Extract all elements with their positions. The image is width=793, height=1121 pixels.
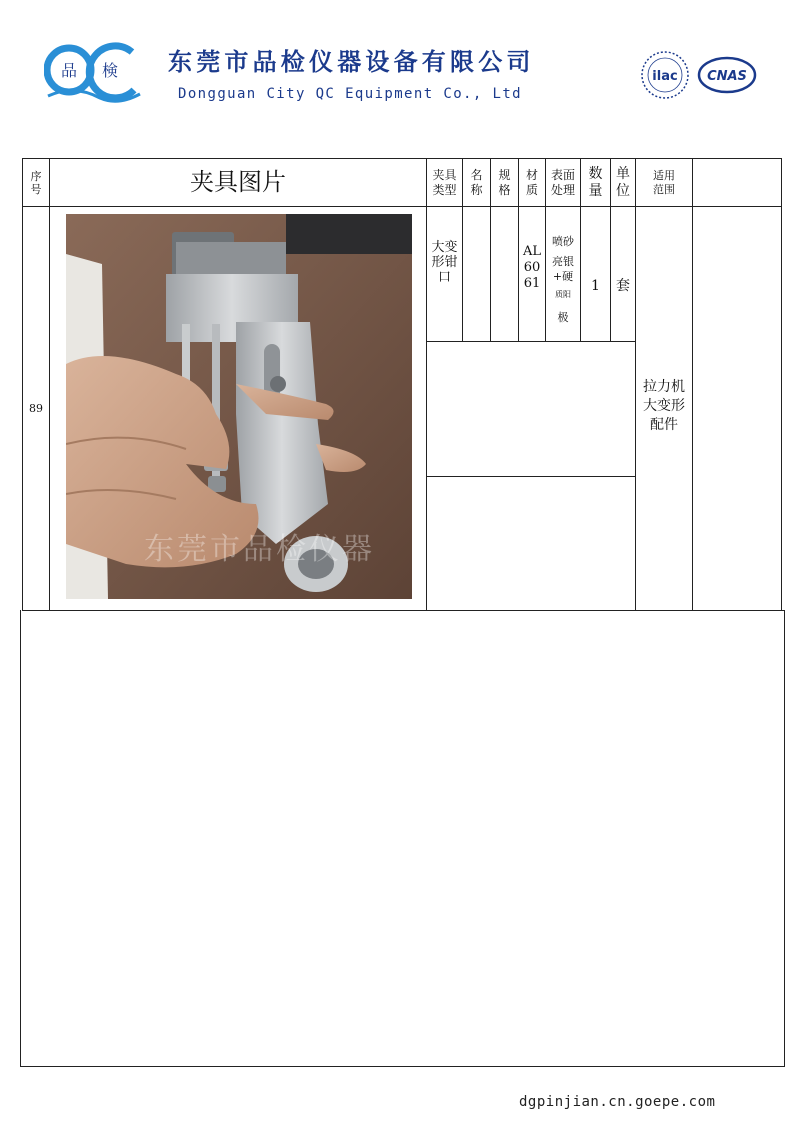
header-unit: 单位 <box>616 165 630 199</box>
row-qty: 1 <box>591 277 600 294</box>
header-seq: 序号 <box>30 169 42 196</box>
header-spec: 规格 <box>498 167 511 197</box>
footer-url[interactable]: dgpinjian.cn.goepe.com <box>519 1094 716 1110</box>
row-seq: 89 <box>29 402 43 415</box>
header-extra <box>693 159 781 206</box>
ilac-mark-icon <box>638 50 692 100</box>
row-surface-line1: 喷砂 <box>552 234 574 248</box>
logo-char-left: 品 <box>60 61 78 80</box>
cnas-text: CNAS <box>707 69 747 84</box>
cnas-mark-icon <box>697 55 757 95</box>
logo-char-right: 検 <box>101 61 119 80</box>
header-surface: 表面处理 <box>550 167 575 197</box>
ilac-text: ilac <box>652 69 678 84</box>
header-material: 材质 <box>525 167 538 197</box>
header-photo: 夹具图片 <box>190 168 286 196</box>
row-surface-line2: 亮银+硬 <box>552 255 574 283</box>
header-qty: 数量 <box>588 165 603 199</box>
header-name: 名称 <box>470 167 483 197</box>
row-material: AL 6061 <box>522 244 542 291</box>
row-spec <box>491 240 518 300</box>
row-unit: 套 <box>616 277 630 294</box>
row-type: 大变形钳口 <box>431 240 458 285</box>
photo-watermark: 东莞市品检仪器 <box>144 532 375 567</box>
row-scope: 拉力机大变形配件 <box>643 378 685 433</box>
company-name-cn: 东莞市品检仪器设备有限公司 <box>168 48 535 76</box>
row-name <box>463 240 490 300</box>
header-scope: 适用范围 <box>653 168 675 196</box>
company-name-en: Dongguan City QC Equipment Co., Ltd <box>178 86 523 102</box>
row-surface-line3: 质阳 <box>555 289 571 299</box>
fixture-photo <box>66 214 412 599</box>
row-surface-line4: 极 <box>557 310 569 324</box>
company-logo <box>44 38 144 106</box>
header-type: 夹具类型 <box>432 167 457 197</box>
